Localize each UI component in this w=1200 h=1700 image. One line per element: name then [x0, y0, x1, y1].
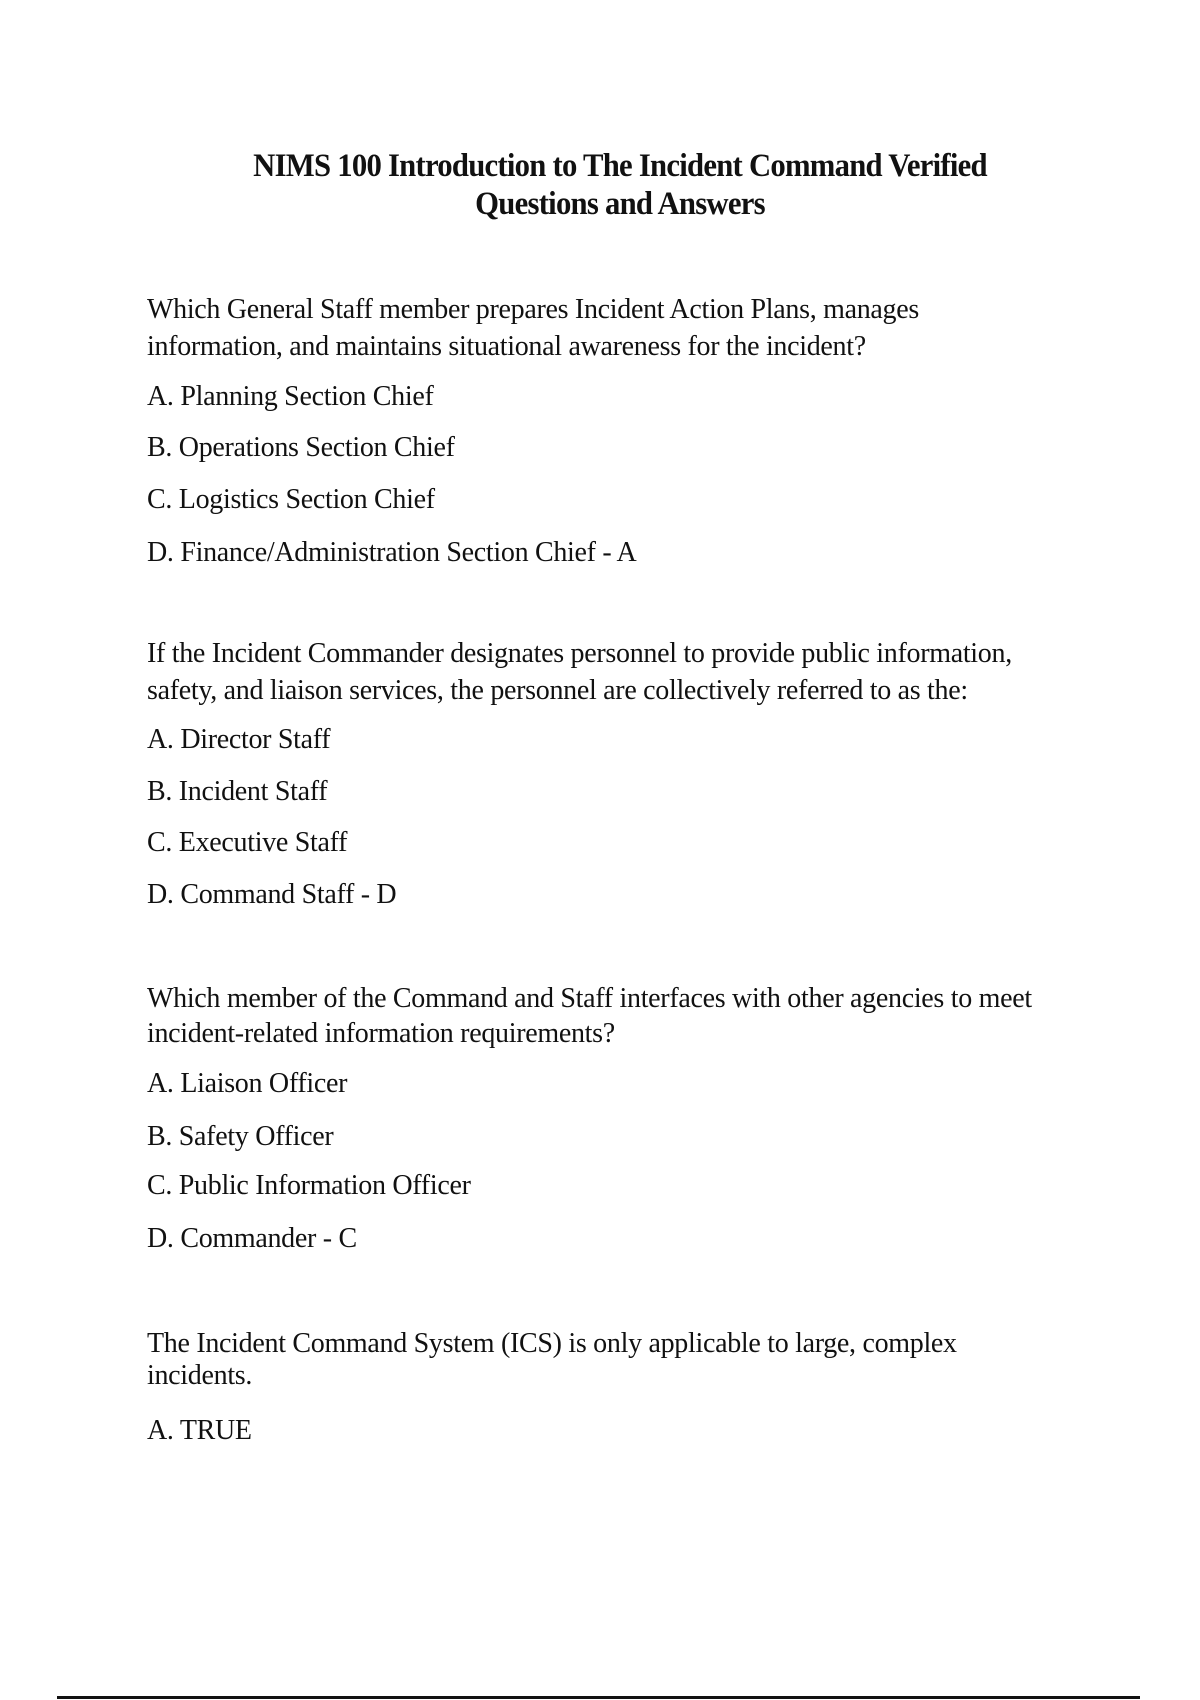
- answer-option: D. Finance/Administration Section Chief - A: [147, 537, 637, 568]
- page-bottom-rule: [57, 1696, 1140, 1699]
- answer-option: C. Executive Staff: [147, 827, 348, 858]
- question-text: incidents.: [147, 1360, 253, 1391]
- document-title-line-2: Questions and Answers: [475, 186, 765, 222]
- answer-option: C. Public Information Officer: [147, 1170, 471, 1201]
- answer-option: D. Commander - C: [147, 1223, 357, 1254]
- answer-option: A. TRUE: [147, 1415, 252, 1446]
- answer-option: A. Liaison Officer: [147, 1068, 348, 1099]
- answer-option: B. Incident Staff: [147, 776, 328, 807]
- document-title-line-1: NIMS 100 Introduction to The Incident Command Verified: [253, 148, 987, 184]
- answer-option: B. Operations Section Chief: [147, 432, 455, 463]
- question-text: If the Incident Commander designates personnel to provide public information,: [147, 638, 1012, 669]
- answer-option: A. Director Staff: [147, 724, 331, 755]
- question-text: information, and maintains situational awareness for the incident?: [147, 331, 866, 362]
- question-text: The Incident Command System (ICS) is only applicable to large, complex: [147, 1328, 957, 1359]
- answer-option: B. Safety Officer: [147, 1121, 334, 1152]
- answer-option: A. Planning Section Chief: [147, 381, 434, 412]
- answer-option: D. Command Staff - D: [147, 879, 397, 910]
- question-text: Which General Staff member prepares Incident Action Plans, manages: [147, 294, 919, 325]
- answer-option: C. Logistics Section Chief: [147, 484, 435, 515]
- question-text: incident-related information requirements?: [147, 1018, 615, 1049]
- question-text: safety, and liaison services, the personnel are collectively referred to as the:: [147, 675, 968, 706]
- question-text: Which member of the Command and Staff interfaces with other agencies to meet: [147, 983, 1032, 1014]
